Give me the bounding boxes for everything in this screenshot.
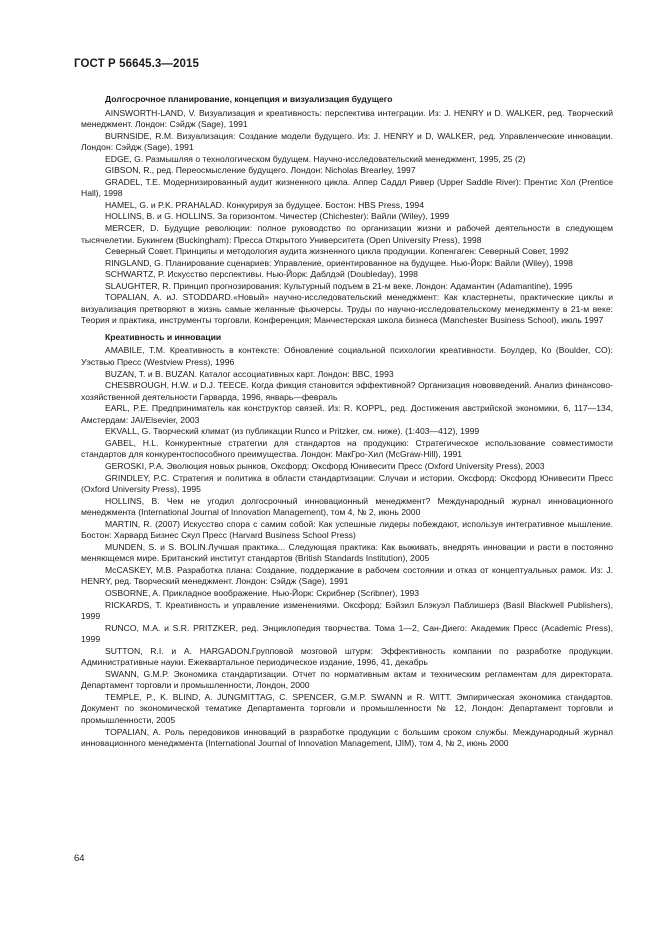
reference-item: BUZAN, T. и B. BUZAN. Каталог ассоциативных карт. Лондон: BBC, 1993 bbox=[105, 368, 394, 379]
section-title: Креативность и инновации bbox=[105, 331, 222, 342]
reference-item: OSBORNE, A. Прикладное воображение. Нью-Йорк: Скрибнер (Scribner), 1993 bbox=[105, 587, 420, 598]
reference-item: TOPALIAN, A. Роль передовиков инноваций в разработке продукции с большим сроком службы. Международный журнал инновационного менеджмента (International Journal of Innovation Management, IJIM), том 4, № 2, июнь 2000 bbox=[81, 726, 613, 749]
reference-item: HAMEL, G. и P.K. PRAHALAD. Конкурируя за будущее. Бостон: HBS Press, 1994 bbox=[105, 199, 424, 210]
reference-item: EKVALL, G. Творческий климат (из публикации Runco и Pritzker, см. ниже). (1:403—412), 1999 bbox=[105, 426, 480, 437]
reference-list bbox=[81, 345, 613, 749]
reference-item: TOPALIAN, A. иJ. STODDARD.«Новый» научно-исследовательский менеджмент: Как кластернеты, практические циклы и визуализация претворяют в жизнь самые желанные фьючерсы. Труды по научно-исследовательскому менеджменту в 21-м веке: Теория и практика, инструменты торговли. Конференция; Манчестерская школа бизнеса (Manchester Business School), июль 1997 bbox=[81, 292, 613, 326]
reference-item: SWANN, G.M.P. Экономика стандартизации. Отчет по нормативным актам и техническим регламентам для директората. Департамент торговли и промышленности, Лондон, 2000 bbox=[81, 668, 613, 691]
reference-item: Северный Совет. Принципы и методология аудита жизненного цикла продукции. Копенгаген: Северный Совет, 1992 bbox=[105, 246, 569, 257]
reference-item: GEROSKI, P.A. Эволюция новых рынков, Оксфорд: Оксфорд Юнивесити Пресс (Oxford University Press), 2003 bbox=[105, 460, 545, 471]
reference-item: MUNDEN, S. и S. BOLIN.Лучшая практика... Следующая практика: Как выживать, внедрять инновации и расти в постоянно меняющемся мире. Британский институт стандартов (British Standards Institution), 2005 bbox=[81, 541, 613, 564]
reference-item: AINSWORTH-LAND, V. Визуализация и креативность: перспектива интеграции. Из: J. HENRY и D. WALKER, ред. Творческий менеджмент. Лондон: Сэйдж (Sage), 1991 bbox=[81, 107, 613, 130]
reference-item: CHESBROUGH, H.W. и D.J. TEECE. Когда фикция становится эффективной? Организация нововведений. Анализ финансово-хозяйственной деятельности Гарварда, 1996, январь—февраль bbox=[81, 380, 613, 402]
reference-item: MARTIN, R. (2007) Искусство спора с самим собой: Как успешные лидеры побеждают, используя интегративное мышление. Бостон: Харвард Бизнес Скул Пресс (Harvard Business School Press) bbox=[81, 518, 613, 541]
reference-item: MERCER, D. Будущие революции: полное руководство по организации жизни и рабочей деятельности в следующем тысячелетии. Букингем (Buckingham): Пресса Открытого Университета (Open University Press), 1998 bbox=[81, 223, 613, 245]
page-number: 64 bbox=[74, 853, 85, 864]
reference-list bbox=[81, 108, 613, 327]
reference-item: RUNCO, M.A. и S.R. PRITZKER, ред. Энциклопедия творчества. Тома 1—2, Сан-Диего: Академик Пресс (Academic Press), 1999 bbox=[81, 622, 613, 645]
reference-item: RICKARDS, T. Креативность и управление изменениями. Оксфорд: Бэйзил Блэкуэл Паблишерз (Basil Blackwell Publishers), 1999 bbox=[81, 599, 613, 622]
reference-item: GABEL, H.L. Конкурентные стратегии для стандартов на продукцию: Стратегическое использование совместимости стандартов для конкурентоспособного преимущества. Лондон: МакГро-Хил (McGraw-Hill), 1991 bbox=[81, 437, 613, 460]
reference-item: GRADEL, T.E. Модернизированный аудит жизненного цикла. Аппер Саддл Ривер (Upper Saddle River): Прентис Хол (Prentice Hall), 1998 bbox=[81, 176, 613, 199]
reference-item: GIBSON, R., ред. Переосмысление будущего. Лондон: Nicholas Brearley, 1997 bbox=[105, 165, 416, 176]
reference-item: BURNSIDE, R.M. Визуализация: Создание модели будущего. Из: J. HENRY и D, WALKER, ред. Управленческие инновации. Лондон: Сэйдж (Sage), 1991 bbox=[81, 130, 613, 153]
reference-item: SLAUGHTER, R. Принцип прогнозирования: Культурный подъем в 21-м веке. Лондон: Адамантин (Adamantine), 1995 bbox=[105, 280, 573, 291]
reference-item: TEMPLE, P., K. BLIND, A. JUNGMITTAG, C. SPENCER, G.M.P. SWANN и R. WITT. Эмпирическая экономика стандартов. Документ по экономической тематике Департамента торговли и промышленности № 12, Лондон: Департамент торговли и промышленности, 2005 bbox=[81, 691, 613, 725]
bibliography-body bbox=[81, 94, 613, 750]
reference-item: EDGE, G. Размышляя о технологическом будущем. Научно-исследовательский менеджмент, 1995, 25 (2) bbox=[105, 153, 526, 164]
reference-item: SCHWARTZ, P. Искусство перспективы. Нью-Йорк: Даблдэй (Doubleday), 1998 bbox=[105, 269, 418, 280]
reference-item: McCASKEY, M.B. Разработка плана: Создание, поддержание в рабочем состоянии и отказ от концептуальных рамок. Из: J. HENRY, ред. Творческий менеджмент. Лондон: Сэйдж (Sage), 1991 bbox=[81, 564, 613, 587]
section-title: Долгосрочное планирование, концепция и визуализация будущего bbox=[105, 94, 393, 104]
reference-item: EARL, P.E. Предприниматель как конструктор связей. Из: R. KOPPL, ред. Достижения австрийской экономики, 6, 117—134, Амстердам: JAI/Elsevier, 2003 bbox=[81, 403, 613, 425]
reference-item: GRINDLEY, P.C. Стратегия и политика в области стандартизации: Случаи и истории. Оксфорд: Оксфорд Юнивесити Пресс (Oxford University Press), 1995 bbox=[81, 472, 613, 495]
reference-item: HOLLINS, B. Чем не угодил долгосрочный инновационный менеджмент? Международный журнал инновационного менеджмента (International Journal of Innovation Management), том 4, № 2, июнь 2000 bbox=[81, 495, 613, 518]
reference-item: SUTTON, R.I. и A. HARGADON.Групповой мозговой штурм: Эффективность компании по разработке продукции. Административные науки. Ежеквартальное периодическое издание, 1996, 41, декабрь bbox=[81, 645, 613, 668]
reference-item: RINGLAND, G. Планирование сценариев: Управление, ориентированное на будущее. Нью-Йорк: Вайли (Wiley), 1998 bbox=[105, 257, 573, 268]
standard-code-header: ГОСТ Р 56645.3—2015 bbox=[74, 58, 199, 70]
reference-item: AMABILE, T.M. Креативность в контексте: Обновление социальной психологии креативности. Боулдер, Ко (Boulder, CO): Уэствью Пресс (Westview Press), 1996 bbox=[81, 345, 613, 368]
reference-item: HOLLINS, B. и G. HOLLINS. За горизонтом. Чичестер (Chichester): Вайли (Wiley), 1999 bbox=[105, 211, 450, 222]
